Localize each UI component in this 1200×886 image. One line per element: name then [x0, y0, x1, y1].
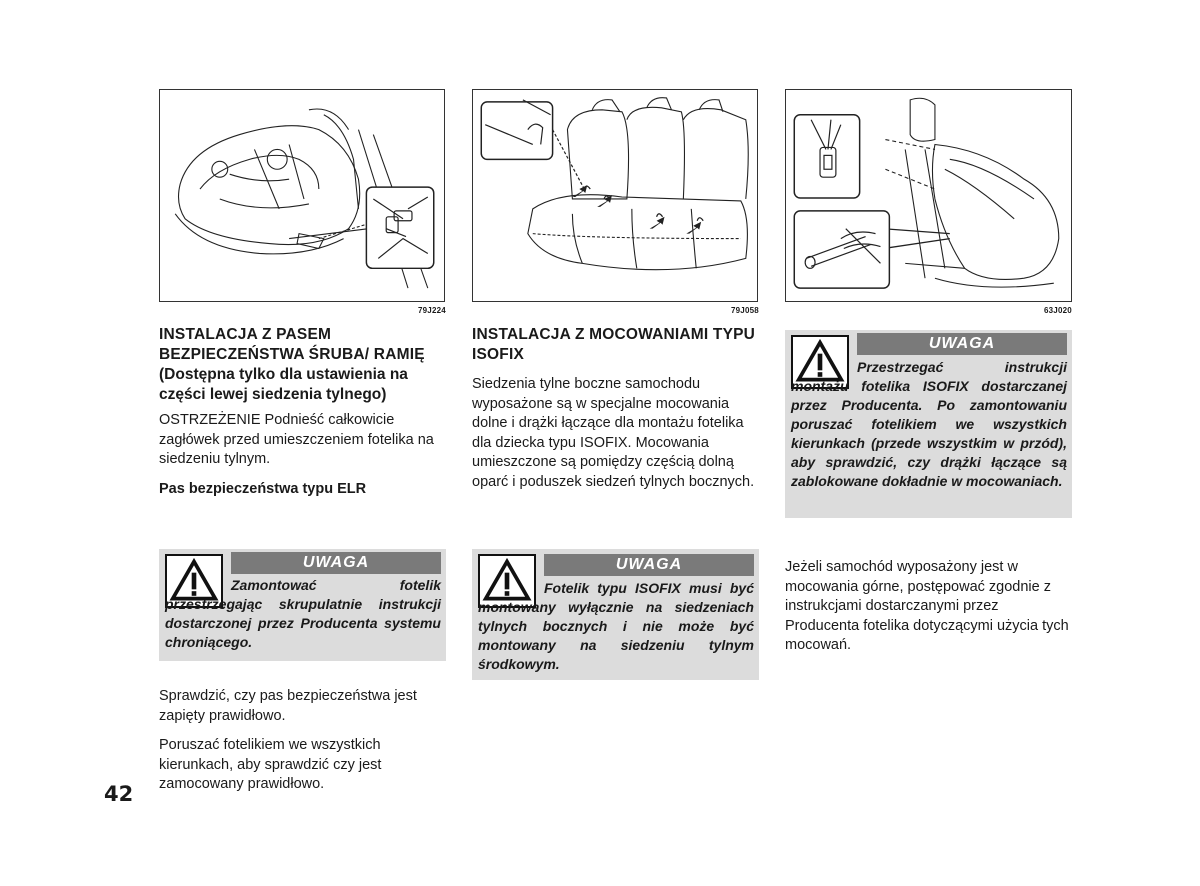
warning-box-2	[472, 549, 759, 680]
heading-belt-installation: INSTALACJA Z PASEM BEZPIECZEŃSTWA ŚRUBA/ RAMIĘ	[159, 326, 425, 363]
check-belt-text: Sprawdzić, czy pas bezpieczeństwa jest zapięty prawidłowo.	[159, 688, 417, 724]
figure-isofix-child-seat	[785, 89, 1072, 302]
column-2	[472, 325, 759, 492]
top-anchor-text: Jeżeli samochód wyposażony jest w mocowania górne, postępować zgodnie z instrukcjami dostarczanymi przez Producenta fotelika dotyczącymi użycia tych mocowań.	[785, 559, 1069, 653]
warning-text: Przestrzegać instrukcji montażu fotelika ISOFIX dostarczanej przez Producenta. Po zamontowaniu poruszać fotelikiem we wszystkich kierunkach (przede wszystkim w przód), aby sprawdzić, czy drążki łączące są zablokowane dokładnie w mocowaniach.	[791, 359, 1067, 489]
warning-text: Fotelik typu ISOFIX musi być montowany wyłącznie na siedzeniach tylnych bocznych i nie może być montowany na siedzeniu tylnym środkowym.	[478, 580, 754, 672]
figure-code-2: 79J058	[731, 306, 759, 315]
child-seat-belt-illustration	[160, 90, 444, 301]
figure-child-seat-belt	[159, 89, 445, 302]
column-1	[159, 325, 446, 499]
warning-headrest-text: OSTRZEŻENIE Podnieść całkowicie zagłówek przed umieszczeniem fotelika na siedzeniu tylnym.	[159, 412, 434, 467]
rear-seat-isofix-illustration	[473, 90, 757, 301]
isofix-child-seat-illustration	[786, 90, 1071, 301]
figure-code-1: 79J224	[418, 306, 446, 315]
heading-isofix-installation: INSTALACJA Z MOCOWANIAMI TYPU ISOFIX	[472, 326, 756, 363]
figure-rear-seat-isofix	[472, 89, 758, 302]
page-number: 42	[104, 782, 134, 806]
warning-title: UWAGA	[544, 554, 754, 576]
warning-box-1	[159, 549, 446, 661]
column-3-bottom	[785, 558, 1072, 656]
belt-type-label: Pas bezpieczeństwa typu ELR	[159, 480, 367, 497]
column-1-bottom	[159, 687, 446, 795]
warning-box-3	[785, 330, 1072, 518]
warning-title: UWAGA	[231, 552, 441, 574]
figure-code-3: 63J020	[1044, 306, 1072, 315]
isofix-description: Siedzenia tylne boczne samochodu wyposażone są w specjalne mocowania dolne i drążki łączące dla montażu fotelika dla dziecka typu ISOFIX. Mocowania umieszczone są pomiędzy częścią dolną oparć i poduszek siedzeń tylnych bocznych.	[472, 376, 755, 490]
warning-text: Zamontować fotelik przestrzegając skrupulatnie instrukcji dostarczonej przez Producenta systemu chroniącego.	[165, 577, 441, 650]
warning-title: UWAGA	[857, 333, 1067, 355]
subheading-left-seat: (Dostępna tylko dla ustawienia na części lewej siedzenia tylnego)	[159, 366, 408, 403]
move-seat-text: Poruszać fotelikiem we wszystkich kierunkach, aby sprawdzić czy jest zamocowany prawidłowo.	[159, 737, 382, 792]
